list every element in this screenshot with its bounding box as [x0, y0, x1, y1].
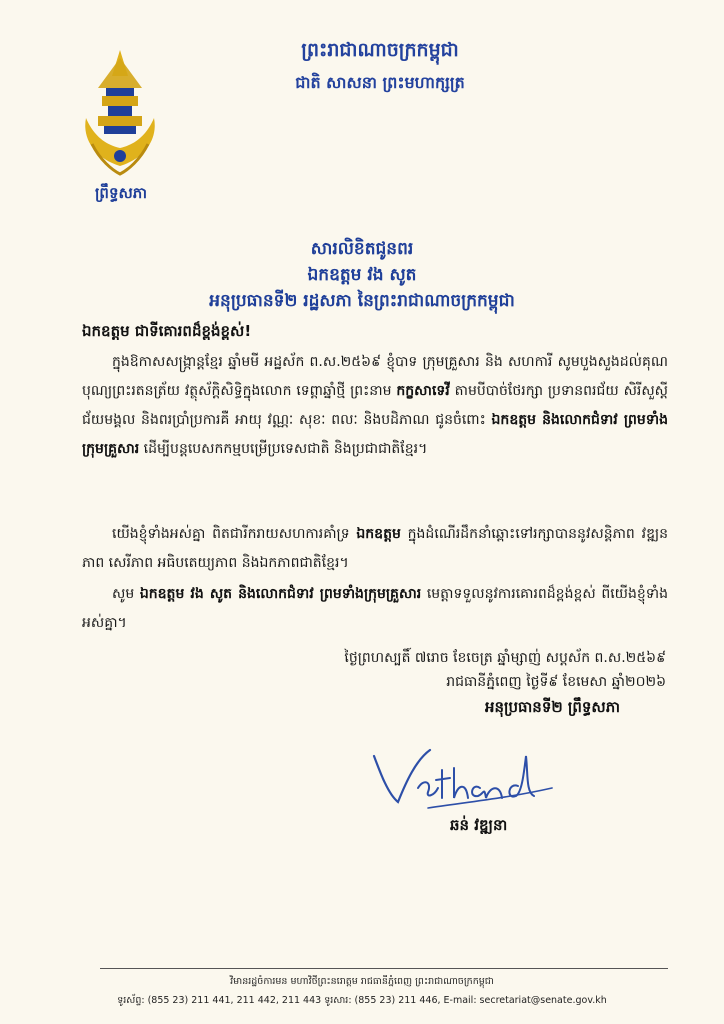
p1-bold: ឯកឧត្តម និងលោកជំទាវ ព្រមទាំងក្រុមគ្រួសារ: [82, 412, 668, 457]
kingdom-name: ព្រះរាជាណាចក្រកម្ពុជា: [301, 39, 459, 61]
letterhead-header: [250, 38, 510, 96]
footer-contact: ទូរស័ព្ទ: (855 23) 211 441, 211 442, 211 443 ទូរសារ: (855 23) 211 446, E-mail: secretariat@senate.gov.kh: [117, 995, 607, 1006]
p2-text-b: ក្នុងដំណើរដឹកនាំឆ្ពោះទៅរក្សាបាននូវសន្តិភាព វឌ្ឍនភាព សេរីភាព អធិបតេយ្យភាព និងឯកភាពជាតិខ្មែរ។: [82, 526, 669, 571]
p3-bold: ឯកឧត្តម វង សូត និងលោកជំទាវ ព្រមទាំងក្រុមគ្រួសារ: [139, 586, 422, 602]
senate-emblem-icon: [80, 48, 160, 178]
body-paragraph-2: [82, 520, 668, 578]
body-paragraph-3: [82, 580, 668, 638]
title-line-3: អនុប្រធានទី២ រដ្ឋសភា នៃព្រះរាជាណាចក្រកម្ពុជា: [209, 291, 515, 311]
p2-text-a: យើងខ្ញុំទាំងអស់គ្នា ពិតជារីករាយសហការគាំទ្រ: [112, 526, 350, 542]
lunar-date: ថ្ងៃព្រហស្បតិ៍ ៧រោច ខែចេត្រ ឆ្នាំម្សាញ់ សប្តស័ក ព.ស.២៥៦៩: [344, 650, 666, 666]
p1-text-c: ដើម្បីបន្តបេសកកម្មបម្រើប្រទេសជាតិ និងប្រជាជាតិខ្មែរ។: [143, 441, 428, 457]
title-line-1: សារលិខិតជូនពរ: [310, 239, 414, 259]
signer-name: ឆន់ វឌ្ឍនា: [450, 816, 508, 834]
solar-date: រាជធានីភ្នំពេញ ថ្ងៃទី៩ ខែមេសា ឆ្នាំ២០២៦: [446, 674, 666, 690]
p1-text-a: ក្នុងឱកាសសង្ក្រាន្តខ្មែរ ឆ្នាំមមី អដ្ឋស័ក ព.ស.២៥៦៩ ខ្ញុំបាទ ក្រុមគ្រួសារ និង សហការី សូមបួងសួងដល់គុណបុណ្យព្រះរតនត្រ័យ វត្ថុស័ក្តិសិទ្ធិក្នុងលោក ទេព្តាឆ្នាំថ្មី ព្រះនាម: [82, 354, 668, 399]
p1-deity: កក្ខសាទេវី: [396, 383, 450, 399]
p3-text-a: សូម: [112, 586, 135, 602]
institution-name: ព្រឹទ្ធសភា: [94, 184, 148, 202]
p2-bold: ឯកឧត្តម: [356, 526, 401, 542]
footer-address: វិមានរដ្ឋចំការមន មហាវិថីព្រះនរោត្តម រាជធានីភ្នំពេញ ព្រះរាជាណាចក្រកម្ពុជា: [230, 976, 494, 987]
national-motto: ជាតិ សាសនា ព្រះមហាក្សត្រ: [295, 73, 465, 92]
footer-divider: [100, 968, 668, 969]
body-paragraph-1: [82, 348, 668, 464]
handwritten-signature: [368, 742, 558, 816]
letter-title: [0, 236, 724, 314]
title-line-2: ឯកឧត្តម វង សូត: [307, 265, 417, 285]
p1-text-b: តាមបីបាច់ថែរក្សា ប្រទានពរជ័យ សិរីសួស្តី ជ័យមង្គល និងពរប្រាំប្រការគឺ អាយុ វណ្ណៈ សុខៈ ពលៈ និងបដិភាណ ជូនចំពោះ: [82, 383, 668, 428]
p3-text-b: មេត្តាទទួលនូវការគោរពដ៏ខ្ពង់ខ្ពស់ ពីយើងខ្ញុំទាំងអស់គ្នា។: [82, 586, 668, 631]
salutation: ឯកឧត្តម ជាទីគោរពដ៏ខ្ពង់ខ្ពស់!: [82, 322, 252, 340]
signer-position: អនុប្រធានទី២ ព្រឹទ្ធសភា: [484, 698, 620, 716]
